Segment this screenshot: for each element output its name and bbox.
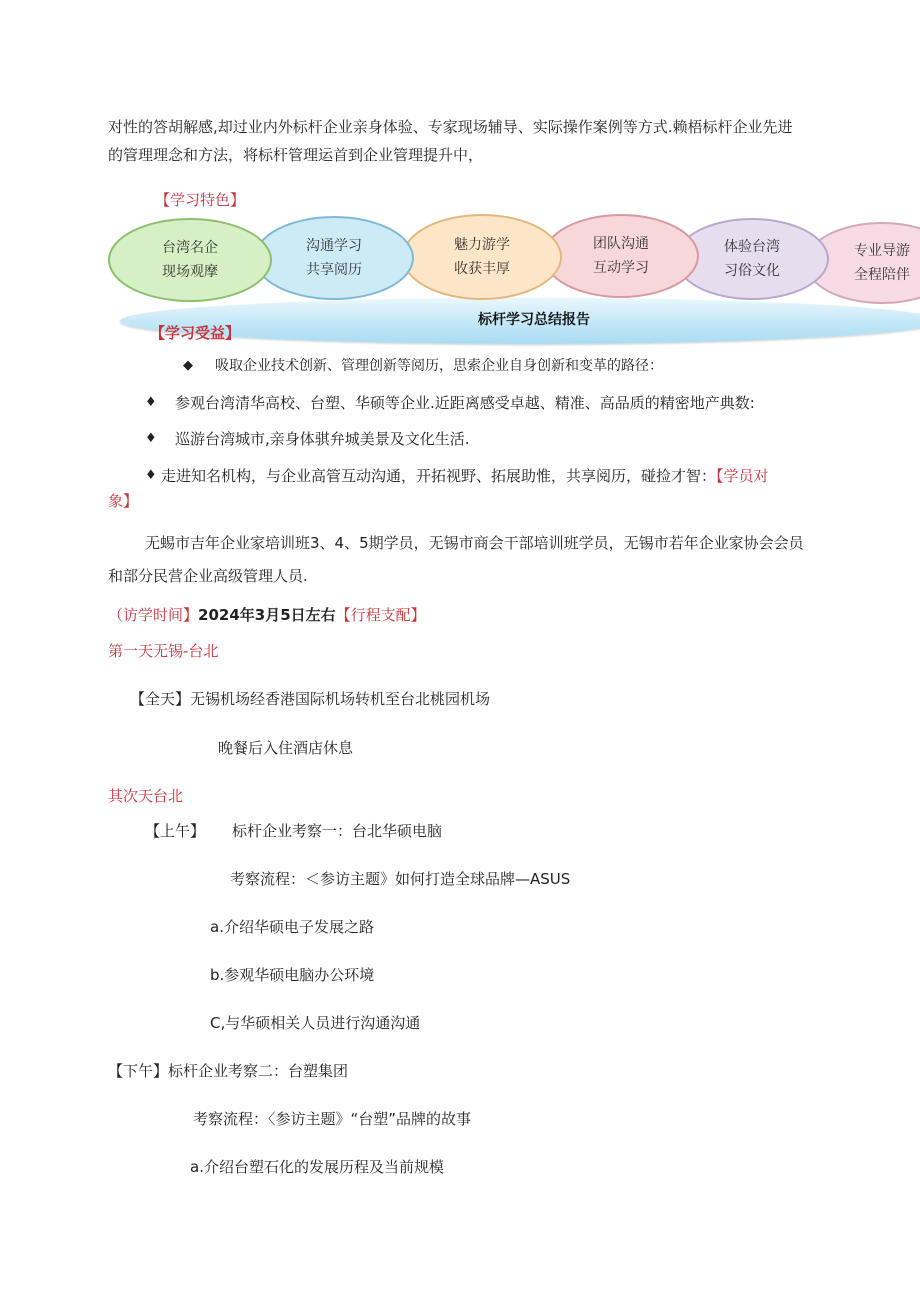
day2-am-item-c: C,与华硕相关人员进行沟通沟通	[210, 1014, 421, 1032]
feature-6-line-1: 专业导游	[854, 243, 910, 259]
feature-pill-1	[108, 218, 272, 302]
diamond-bullet-icon: ◆	[183, 358, 193, 373]
feature-4-line-1: 团队沟通	[593, 236, 649, 252]
visit-time-label: （访学时间】	[108, 606, 199, 624]
intro-line-1: 对性的答胡解感,却过业内外标杆企业亲身体验、专家现场辅导、实际操作案例等方式.赖梧标杆企业先进	[108, 118, 793, 136]
day2-pm-tag: 【下午】	[108, 1062, 169, 1080]
day1-tag: 【全天】	[130, 690, 191, 708]
day2-am-tag: 【上午】	[145, 822, 206, 840]
day2-title: 其次天台北	[108, 787, 184, 805]
benefit-4	[161, 465, 769, 487]
day2-am-title: 标杆企业考察一：台北华硕电脑	[232, 822, 443, 840]
feature-6-line-2: 全程陪伴	[854, 267, 910, 283]
feature-1-line-1: 台湾名企	[162, 240, 218, 256]
small-diamond-bullet-icon: ♦	[145, 468, 157, 483]
day1-item-1: 无锡机场经香港国际机场转机至台北桃园机场	[190, 690, 491, 708]
feature-pill-3	[402, 214, 562, 300]
feature-3-line-1: 魅力游学	[454, 237, 510, 253]
day1-fullday	[130, 688, 490, 710]
feature-pill-4	[543, 214, 699, 298]
day2-am-flow: 考察流程：＜参访主题》如何打造全球品牌—ASUS	[230, 870, 571, 888]
audience-heading-part-1: 【学员对	[716, 467, 769, 485]
benefits-heading: 【学习受益】	[150, 324, 241, 342]
benefit-4-text: 走进知名机构，与企业高管互动沟通，开拓视野、拓展助惟，共享阅历，碰捡才智：	[161, 467, 717, 485]
intro-line-2: 的管理理念和方法，将标杆管理运首到企业管理提升中，	[108, 146, 484, 164]
day2-am-item-a: a.介绍华硕电子发展之路	[210, 918, 374, 936]
small-diamond-bullet-icon: ♦	[145, 395, 157, 410]
audience-heading-part-2: 象】	[108, 492, 139, 510]
feature-1-line-2: 现场观摩	[162, 264, 218, 280]
feature-pill-2	[254, 216, 414, 300]
feature-2-line-2: 共享阅历	[306, 262, 362, 278]
day2-pm-line	[108, 1060, 348, 1082]
day2-pm-item-a: a.介绍台塑石化的发展历程及当前规模	[190, 1158, 444, 1176]
summary-bar-label: 标杆学习总结报告	[478, 312, 590, 328]
audience-line-1: 无蜴市吉年企业家培训班3、4、5期学员，无锡市商会干部培训班学员，无锡市若年企业家协会会员	[145, 534, 804, 552]
visit-time-line	[108, 604, 426, 626]
feature-3-line-2: 收获丰厚	[454, 261, 510, 277]
day2-am-item-b: b.参观华硕电脑办公环境	[210, 966, 375, 984]
features-heading: 【学习特色】	[155, 191, 246, 209]
audience-line-2: 和部分民营企业高级管理人员.	[108, 567, 308, 585]
feature-4-line-2: 互动学习	[593, 260, 649, 276]
day2-pm-title: 标杆企业考察二：台塑集团	[168, 1062, 349, 1080]
feature-2-line-1: 沟通学习	[306, 238, 362, 254]
benefit-1: 吸取企业技术创新、管理创新等阅历，思索企业自身创新和变革的路径：	[215, 358, 663, 374]
day2-pm-flow: 考察流程：〈参访主题》“台塑”品牌的故事	[193, 1110, 472, 1128]
feature-5-line-1: 体验台湾	[724, 239, 780, 255]
small-diamond-bullet-icon: ♦	[145, 431, 157, 446]
visit-time-value: 2024年3月5日左右	[198, 606, 336, 624]
benefit-3: 巡游台湾城市,亲身体骐弁城美景及文化生活.	[175, 430, 470, 448]
benefit-2: 参观台湾清华高校、台塑、华硕等企业.近距离感受卓越、精准、高品质的精密地产典数:	[175, 394, 755, 412]
day1-title: 第一天无锡-台北	[108, 642, 219, 660]
feature-5-line-2: 习俗文化	[724, 263, 780, 279]
schedule-heading: 【行程支配】	[335, 606, 426, 624]
day1-item-2: 晚餐后入住酒店休息	[218, 739, 354, 757]
